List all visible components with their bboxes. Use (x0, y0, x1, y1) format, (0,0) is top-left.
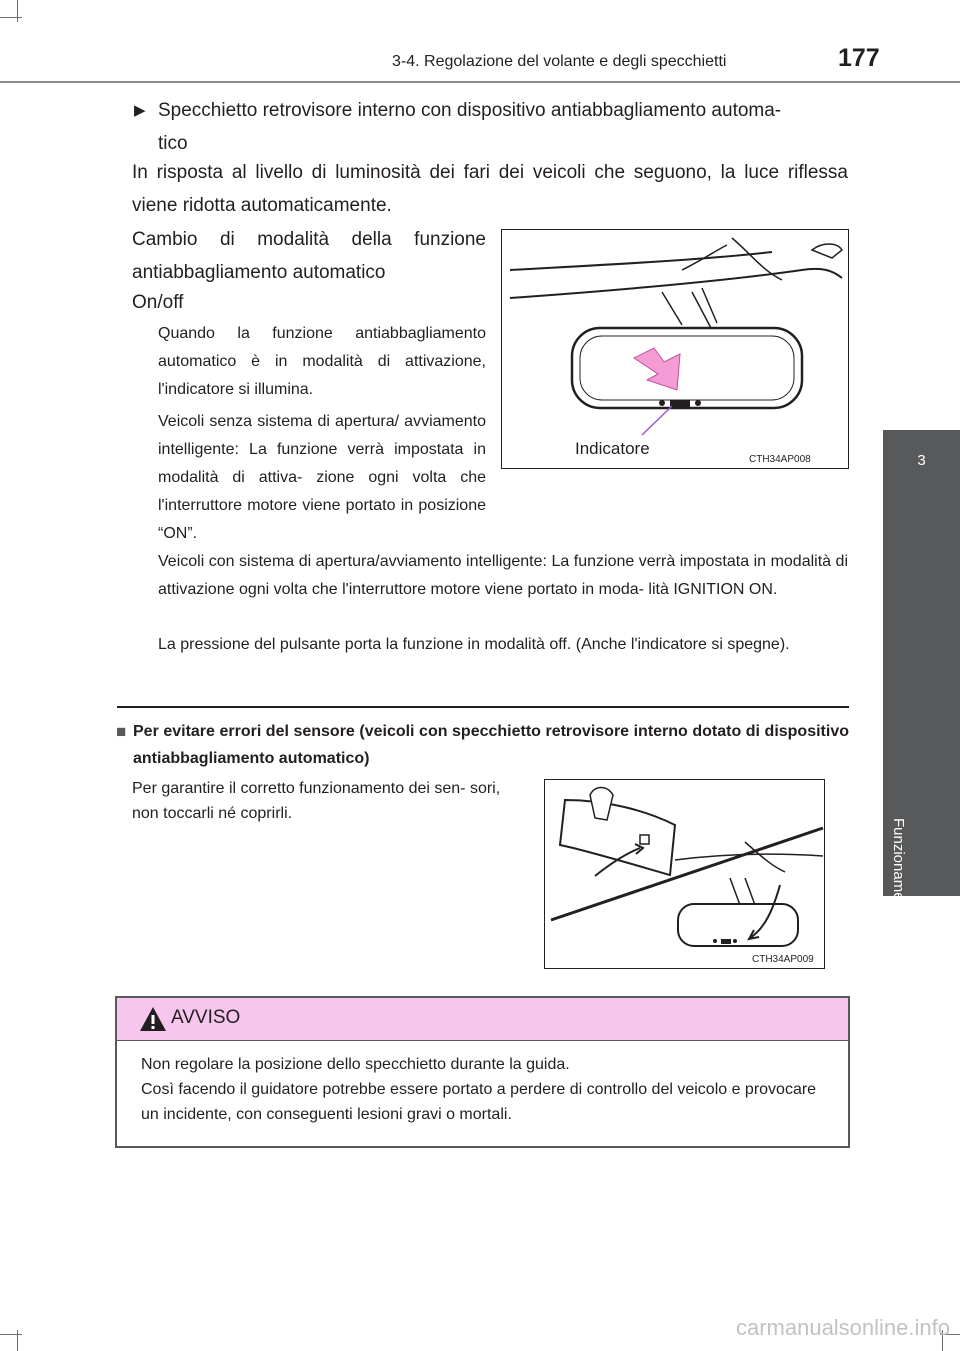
page-number: 177 (838, 44, 880, 72)
warning-body (141, 1052, 836, 1127)
mirror-indicator-figure (501, 229, 849, 469)
sensor-paragraph: Per garantire il corretto funzionamento dei sen- sori, non toccarli né coprirli. (132, 780, 501, 822)
warning-line-1: Non regolare la posizione dello specchietto durante la guida. (141, 1056, 570, 1073)
section-title: 3-4. Regolazione del volante e degli specchietti (392, 53, 727, 70)
heading-line-1: Specchietto retrovisore interno con dispositivo antiabbagliamento automa- (158, 100, 782, 121)
chapter-title: Funzionamento di ciascun componente (890, 818, 907, 1079)
mode-title: Cambio di modalità della funzione antiabbagliamento automatico (132, 229, 486, 283)
paragraph-smart-entry: Veicoli con sistema di apertura/avviamento intelligente: La funzione verrà impostata in modalità di attivazione ogni volta che l'interruttore motore viene portato in moda- lità IGNITION ON. (158, 553, 848, 598)
chapter-tab-number (883, 430, 960, 496)
crop-mark (0, 1334, 22, 1335)
warning-triangle-icon (139, 1006, 167, 1032)
onoff-label: On/off (132, 292, 184, 313)
paragraph-indicator: Quando la funzione antiabbagliamento automatico è in modalità di attivazione, l'indicatore si illumina. (158, 325, 486, 398)
crop-mark (17, 0, 18, 22)
paragraph-off: La pressione del pulsante porta la funzione in modalità off. (Anche l'indicatore si spegne). (158, 636, 790, 653)
warning-title: AVVISO (171, 1007, 241, 1028)
warning-line-2: Così facendo il guidatore potrebbe essere portato a perdere di controllo del veicolo e provocare un incidente, con conseguenti lesioni gravi o mortali. (141, 1081, 817, 1123)
header-rule (0, 81, 960, 83)
sensor-heading: Per evitare errori del sensore (veicoli con specchietto retrovisore interno dotato di dispositivo antiabbagliamento automatico) (133, 723, 849, 767)
crop-mark (0, 17, 22, 18)
figure-code: CTH34AP009 (752, 954, 814, 965)
bullet-icon: ▶ (134, 102, 146, 119)
indicator-label: Indicatore (575, 439, 650, 458)
chapter-tab (883, 496, 960, 1079)
sensor-figure (544, 779, 825, 969)
heading-line-2: tico (158, 133, 188, 154)
paragraph-no-smart-entry: Veicoli senza sistema di apertura/ avviamento intelligente: La funzione verrà impostata in modalità di attiva- zione ogni volta che l'interruttore motore viene portato in posizione “ON”. (158, 413, 486, 542)
watermark: carmanualsonline.info (735, 1315, 950, 1340)
warning-header (117, 998, 848, 1041)
mirror-illustration (502, 230, 848, 468)
square-bullet-icon: ■ (116, 722, 127, 741)
chapter-number: 3 (917, 452, 926, 469)
crop-mark (17, 1330, 18, 1351)
intro-paragraph: In risposta al livello di luminosità dei fari dei veicoli che seguono, la luce riflessa viene ridotta automaticamente. (132, 162, 848, 216)
sensor-illustration (545, 780, 824, 968)
section-divider (117, 706, 849, 708)
figure-code: CTH34AP008 (749, 454, 811, 465)
warning-box (115, 996, 850, 1148)
